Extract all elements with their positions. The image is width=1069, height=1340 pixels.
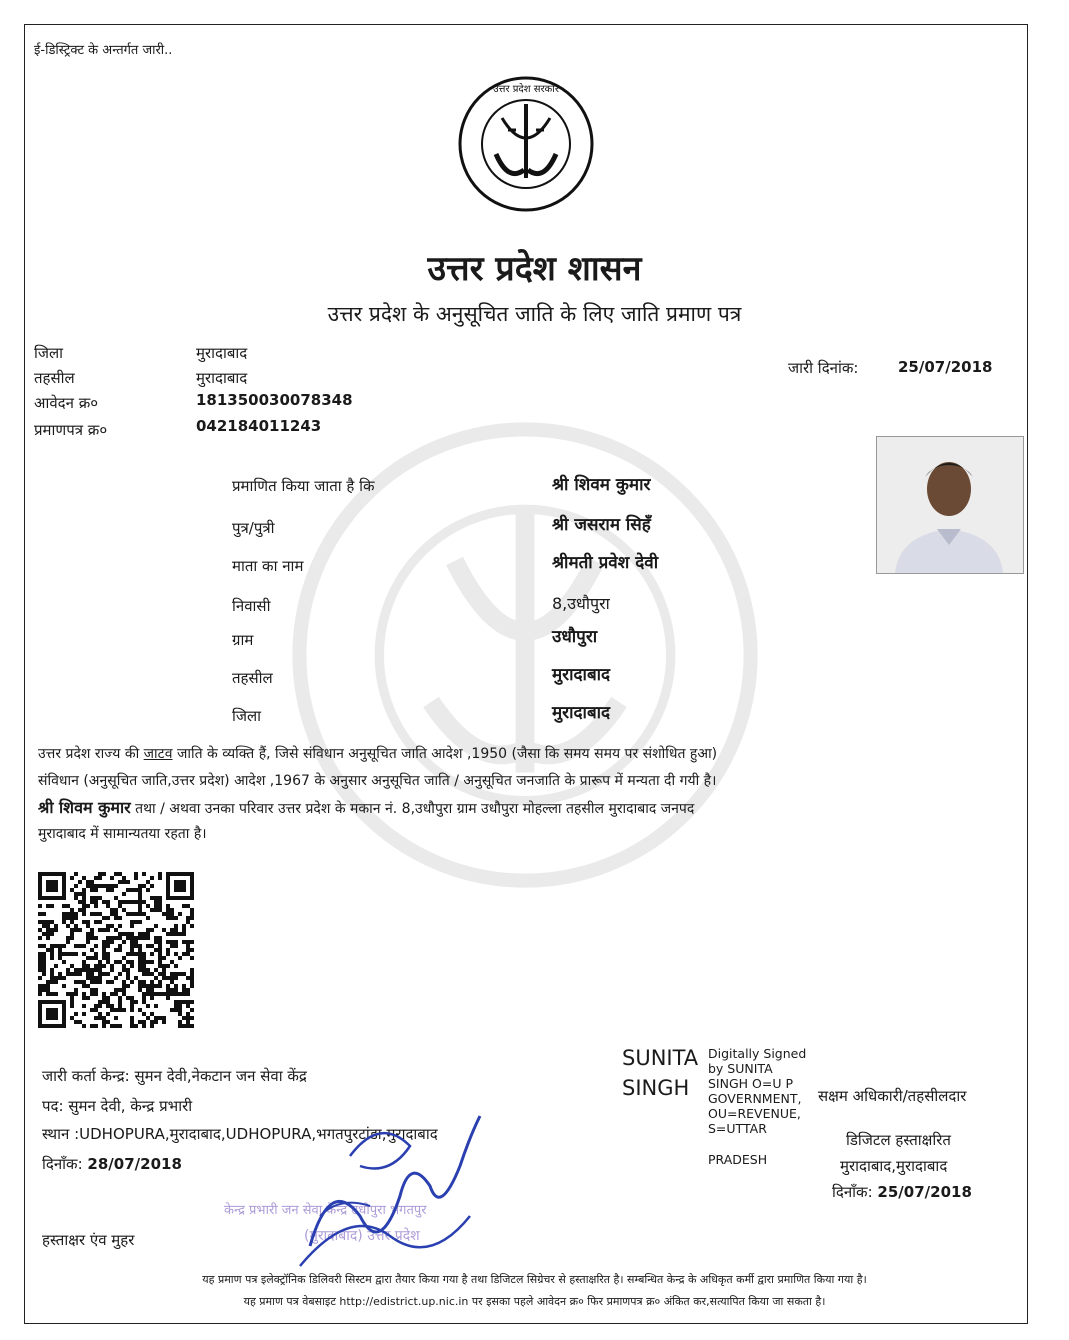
- meta-label-tehsil: तहसील: [34, 369, 75, 387]
- meta-value-application-no: 181350030078348: [196, 391, 353, 409]
- issue-date-value: 25/07/2018: [898, 358, 993, 376]
- body-name: श्री शिवम कुमार: [38, 798, 131, 817]
- body-line-1: उत्तर प्रदेश राज्य की जाटव जाति के व्यक्ति हैं, जिसे संविधान अनुसूचित जाति आदेश ,1950 (जैसा कि समय समय पर संशोधित हुआ): [38, 746, 718, 762]
- issue-date-label: जारी दिनांक:: [788, 359, 859, 377]
- body-line-4: मुरादाबाद में सामान्यतया रहता है।: [38, 826, 207, 842]
- meta-label-certificate-no: प्रमाणपत्र क्र०: [34, 421, 108, 439]
- issuer-place: स्थान :UDHOPURA,मुरादाबाद,UDHOPURA,भगतपुरटांडा,मुरादाबाद: [42, 1125, 438, 1143]
- detail-value-resident: 8,उधौपुरा: [552, 594, 610, 613]
- digital-signer-name-1: SUNITA: [622, 1046, 699, 1070]
- meta-value-certificate-no: 042184011243: [196, 417, 322, 435]
- body-line-2: संविधान (अनुसूचित जाति,उत्तर प्रदेश) आदेश ,1967 के अनुसार अनुसूचित जाति / अनुसूचित जनजाति के प्रारूप में मन्यता दी गयी है।: [38, 773, 717, 789]
- meta-value-district: मुरादाबाद: [196, 344, 248, 362]
- authority-date: दिनाँक: 25/07/2018: [832, 1183, 972, 1201]
- meta-label-district: जिला: [34, 344, 64, 362]
- issuer-center: जारी कर्ता केन्द्र: सुमन देवी,नेकटान जन सेवा केंद्र: [42, 1067, 307, 1085]
- body-line-3: श्री शिवम कुमार तथा / अथवा उनका परिवार उत्तर प्रदेश के मकान नं. 8,उधौपुरा ग्राम उधौपुरा मोहल्ला तहसील मुरादाबाद जनपद: [38, 798, 695, 817]
- detail-label-certified: प्रमाणित किया जाता है कि: [232, 477, 375, 495]
- detail-label-resident: निवासी: [232, 597, 271, 615]
- page-subtitle: उत्तर प्रदेश के अनुसूचित जाति के लिए जाति प्रमाण पत्र: [327, 302, 742, 326]
- header-note: ई-डिस्ट्रिक्ट के अन्तर्गत जारी..: [34, 43, 173, 58]
- qr-finder-1: [40, 874, 64, 898]
- digital-signature-details: Digitally Signed by SUNITA SINGH O=U P GOVERNMENT, OU=REVENUE, S=UTTAR PRADESH: [708, 1046, 807, 1167]
- page-title: उत्तर प्रदेश शासन: [427, 249, 642, 289]
- detail-value-name: श्री शिवम कुमार: [552, 475, 651, 495]
- footer-line-2: यह प्रमाण पत्र वेबसाइट http://edistrict.up.nic.in पर इसका पहले आवेदन क्र० फिर प्रमाणपत्र क्र० अंकित कर,सत्यापित किया जा सकता है।: [243, 1295, 826, 1308]
- signature-seal-label: हस्ताक्षर एंव मुहर: [42, 1231, 135, 1249]
- qr-code: [38, 872, 194, 1028]
- issuer-post: पद: सुमन देवी, केन्द्र प्रभारी: [42, 1097, 193, 1115]
- footer-line-1: यह प्रमाण पत्र इलेक्ट्रॉनिक डिलिवरी सिस्टम द्वारा तैयार किया गया है तथा डिजिटल सिग्रेचर से हस्ताक्षरित है। सम्बन्धित केन्द्र के अधिकृत कर्मी द्वारा प्रमाणित किया गया है।: [202, 1273, 867, 1286]
- handwritten-signature: [290, 1096, 490, 1272]
- detail-label-son-of: पुत्र/पुत्री: [232, 519, 275, 537]
- digital-signer-name-2: SINGH: [622, 1076, 690, 1100]
- detail-label-tehsil: तहसील: [232, 669, 273, 687]
- detail-value-tehsil: मुरादाबाद: [552, 665, 611, 685]
- qr-modules: [38, 872, 194, 1028]
- meta-value-tehsil: मुरादाबाद: [196, 369, 248, 387]
- detail-label-mother: माता का नाम: [232, 557, 304, 575]
- authority-title: सक्षम अधिकारी/तहसीलदार: [818, 1087, 967, 1105]
- detail-label-district: जिला: [232, 707, 262, 725]
- issuer-date: दिनाँक: 28/07/2018: [42, 1155, 182, 1173]
- detail-value-mother: श्रीमती प्रवेश देवी: [552, 553, 659, 573]
- meta-label-application-no: आवेदन क्र०: [34, 394, 99, 412]
- up-government-emblem-icon: [456, 74, 596, 214]
- detail-value-father: श्री जसराम सिहँ: [552, 515, 651, 535]
- detail-value-village: उधौपुरा: [552, 627, 598, 647]
- qr-finder-3: [40, 1002, 64, 1026]
- detail-label-village: ग्राम: [232, 631, 254, 649]
- authority-place: मुरादाबाद,मुरादाबाद: [840, 1157, 948, 1175]
- qr-finder-2: [168, 874, 192, 898]
- emblem-ring-text: उत्तर प्रदेश सरकार: [493, 84, 559, 95]
- authority-digital: डिजिटल हस्ताक्षरित: [846, 1131, 951, 1149]
- center-stamp: केन्द्र प्रभारी जन सेवा केन्द्र उधौपुरा भगतपुर (मुरादाबाद) उत्तर प्रदेश: [224, 1203, 427, 1244]
- detail-value-district: मुरादाबाद: [552, 703, 611, 723]
- caste-name: जाटव: [143, 746, 173, 762]
- applicant-photo: [876, 436, 1024, 574]
